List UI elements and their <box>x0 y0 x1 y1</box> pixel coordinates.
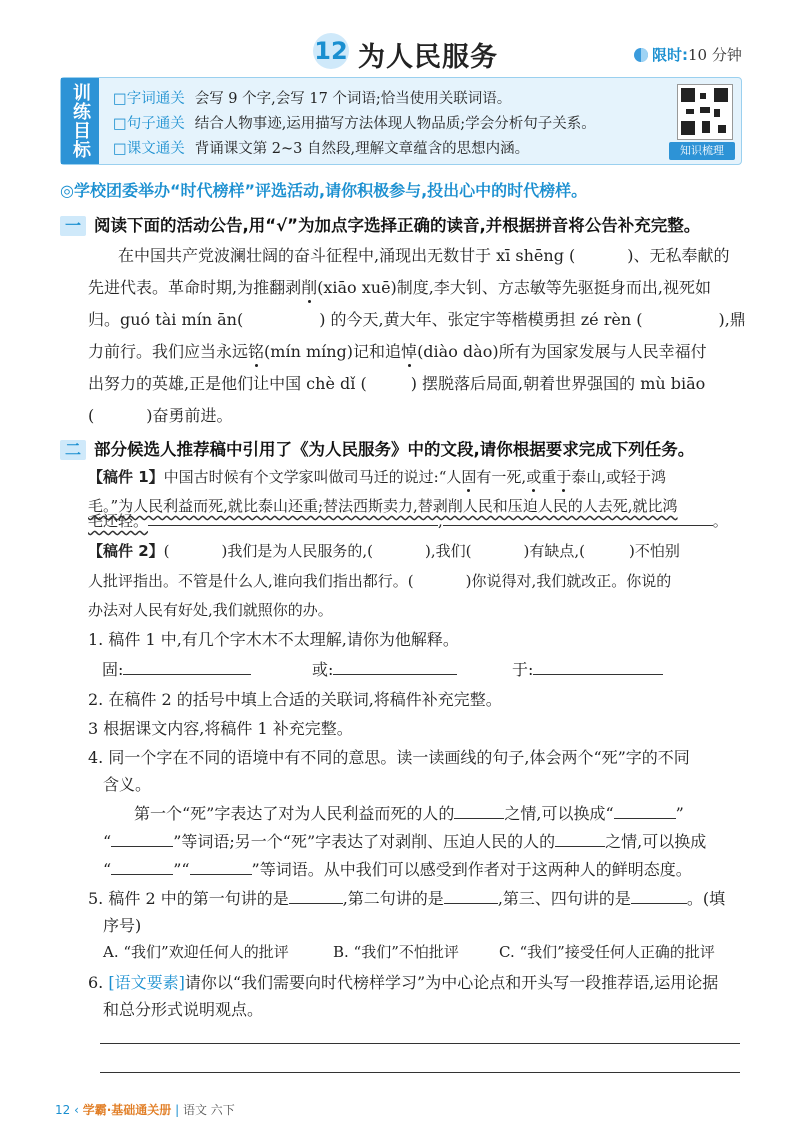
section-1-heading-text: 阅读下面的活动公告,用“√”为加点字选择正确的读音,并根据拼音将公告补充完整。 <box>94 216 701 235</box>
answer-blank[interactable] <box>111 832 173 847</box>
notice-line-1 <box>118 243 730 266</box>
text: 泰山,或轻于鸿 <box>571 468 667 486</box>
qr-caption: 知识梳理 <box>669 142 735 160</box>
text: 5. 稿件 2 中的第一句讲的是 <box>88 889 289 908</box>
q5-option-a[interactable]: A. “我们”欢迎任何人的批评 <box>103 943 289 961</box>
text: 中国古时候有个文学家叫做司马迁的说过:“人 <box>163 468 462 486</box>
book-brand: 学霸·基础通关册 <box>82 1103 172 1117</box>
section-2-heading-text: 部分候选人推荐稿中引用了《为人民服务》中的文段,请你根据要求完成下列任务。 <box>94 440 695 459</box>
question-2: 2. 在稿件 2 的括号中填上合适的关联词,将稿件补充完整。 <box>88 690 502 709</box>
pinyin-options[interactable]: (mín míng)记和追 <box>264 342 402 361</box>
goal-row-words <box>113 87 511 108</box>
text: 。(填 <box>686 889 726 908</box>
draft-2-line-2 <box>88 570 671 591</box>
q1-huo <box>312 657 457 680</box>
text: )有缺点,( <box>523 542 585 560</box>
text: 在中国共产党波澜壮阔的奋斗征程中,涌现出无数甘于 xī shēng ( <box>118 246 576 265</box>
text: 请你以“我们需要向时代榜样学习”为中心论点和开头写一段推荐语,运用论据 <box>184 973 719 992</box>
answer-blank[interactable] <box>123 660 251 675</box>
q4-paragraph-1 <box>134 801 684 824</box>
language-element-tag: [语文要素] <box>108 973 185 992</box>
pinyin-options[interactable]: (xiāo xuē)制度,李大钊、方志敏等先驱挺身而出,视死如 <box>317 278 711 297</box>
answer-blank[interactable] <box>533 660 663 675</box>
q5-option-b[interactable]: B. “我们”不怕批评 <box>333 943 459 961</box>
q5-option-c[interactable]: C. “我们”接受任何人正确的批评 <box>499 943 715 961</box>
goal-row-text <box>113 137 529 158</box>
notice-line-6 <box>88 403 233 426</box>
text: )奋勇前进。 <box>146 406 233 425</box>
goal-text: 背诵课文第 2~3 自然段,理解文章蕴含的思想内涵。 <box>194 141 530 157</box>
text: 固: <box>102 660 124 679</box>
lesson-title: 为人民服务 <box>358 42 498 73</box>
text: 归。guó tài mín ān( <box>88 310 244 329</box>
text: “ <box>103 832 112 851</box>
answer-blank[interactable] <box>333 660 457 675</box>
section-1-heading <box>60 212 700 236</box>
text: ” <box>675 804 684 823</box>
goal-label[interactable]: □句子通关 <box>113 116 185 132</box>
question-3: 3 根据课文内容,将稿件 1 补充完整。 <box>88 719 353 738</box>
text: )、无私奉献的 <box>627 246 730 265</box>
writing-line-1[interactable] <box>100 1043 740 1044</box>
dotted-char-dao: 悼 <box>401 342 418 361</box>
time-limit-value: 10 分钟 <box>688 46 742 64</box>
text: ( <box>163 542 170 560</box>
section-2-number: 二 <box>60 440 86 460</box>
text: 先进代表。革命时期,为推翻剥 <box>88 278 302 297</box>
text: )你说得对,我们就改正。你说的 <box>465 572 672 590</box>
text: )不怕别 <box>628 542 680 560</box>
question-6-line-1 <box>88 970 718 993</box>
notice-line-4 <box>88 339 707 362</box>
draft-1-line-1 <box>88 466 666 487</box>
time-limit-label: 限时: <box>652 46 688 64</box>
text: 重 <box>541 468 557 486</box>
draft-2-line-3: 办法对人民有好处,我们就照你的办。 <box>88 601 333 619</box>
answer-blank[interactable] <box>614 804 676 819</box>
answer-blank[interactable] <box>454 804 504 819</box>
page-number: 12 <box>55 1103 71 1117</box>
answer-blank[interactable] <box>190 860 252 875</box>
text: 或: <box>312 660 334 679</box>
notice-line-3 <box>88 307 746 330</box>
dotted-char-ming: 铭 <box>248 342 265 361</box>
text: )我们是为人民服务的,( <box>221 542 374 560</box>
text: ,第二句讲的是 <box>342 889 444 908</box>
dotted-char-xue: 削 <box>301 278 318 297</box>
answer-blank[interactable] <box>555 832 605 847</box>
section-2-heading <box>60 436 694 460</box>
text: 。 <box>712 512 728 530</box>
draft-1-line-3 <box>88 510 728 531</box>
text: 于: <box>512 660 534 679</box>
text: 有一死, <box>476 468 527 486</box>
answer-blank[interactable] <box>631 889 687 904</box>
answer-blank[interactable] <box>443 511 713 526</box>
answer-blank[interactable] <box>444 889 498 904</box>
text: 力前行。我们应当永远 <box>88 342 249 361</box>
text: ,第三、四句讲的是 <box>497 889 631 908</box>
draft-2-line-1 <box>88 540 680 561</box>
dotted-char-yu: 于 <box>556 468 572 486</box>
q1-gu <box>102 657 251 680</box>
answer-blank[interactable] <box>289 889 343 904</box>
qr-code[interactable] <box>677 84 733 140</box>
lesson-number: 12 <box>313 33 349 69</box>
underlined-sentence: 毛。”为人民利益而死,就比泰山还重;替法西斯卖力,替剥削人民和压迫人民的人去死,就比鸿 <box>88 497 678 515</box>
subject-grade: 语文 六下 <box>182 1103 235 1117</box>
dotted-char-huo: 或 <box>526 468 542 486</box>
q4-paragraph-2 <box>103 829 706 852</box>
activity-intro: ◎学校团委举办“时代榜样”评选活动,请你积极参与,投出心中的时代榜样。 <box>60 181 588 200</box>
section-1-number: 一 <box>60 216 86 236</box>
time-limit <box>634 44 742 65</box>
draft-2-label: 【稿件 2】 <box>88 542 164 560</box>
text: 人批评指出。不管是什么人,谁向我们指出都行。( <box>88 572 414 590</box>
notice-line-5 <box>88 371 705 394</box>
answer-blank[interactable] <box>148 511 438 526</box>
page-footer: 12 ‹ 学霸·基础通关册 | 语文 六下 <box>55 1103 235 1117</box>
text: ) 摆脱落后局面,朝着世界强国的 mù biāo <box>410 374 706 393</box>
question-1: 1. 稿件 1 中,有几个字木木不太理解,请你为他解释。 <box>88 630 459 649</box>
text: ”“ <box>173 860 190 879</box>
text: ”等词语。从中我们可以感受到作者对于这两种人的鲜明态度。 <box>251 860 692 879</box>
question-6-line-2: 和总分形式说明观点。 <box>103 1000 264 1019</box>
q4-paragraph-3 <box>103 857 692 880</box>
text: 之情,可以换成“ <box>504 804 614 823</box>
text: 6. <box>88 973 109 992</box>
training-goals-tag: 训练目标 <box>61 78 99 164</box>
goal-label[interactable]: □课文通关 <box>113 141 185 157</box>
training-goals-box <box>60 77 742 165</box>
draft-1-label: 【稿件 1】 <box>88 468 164 486</box>
pinyin-options[interactable]: (diào dào)所有为国家发展与人民幸福付 <box>417 342 707 361</box>
goal-text: 结合人物事迹,运用描写方法体现人物品质;学会分析句子关系。 <box>194 116 596 132</box>
text: 第一个“死”字表达了对为人民利益而死的人的 <box>134 804 455 823</box>
text: , <box>438 512 443 530</box>
dotted-char-gu: 固 <box>461 468 477 486</box>
text: ) 的今天,黄大年、张定宇等楷模勇担 zé rèn ( <box>319 310 643 329</box>
text: ),鼎 <box>718 310 746 329</box>
text: 之情,可以换成 <box>605 832 707 851</box>
question-5-line-2: 序号) <box>103 916 142 935</box>
question-4-line-2: 含义。 <box>103 775 152 794</box>
goal-label[interactable]: □字词通关 <box>113 91 185 107</box>
notice-line-2 <box>88 275 711 298</box>
text: “ <box>103 860 112 879</box>
underlined-sentence: 毛还轻。 <box>88 512 149 530</box>
text: 出努力的英雄,正是他们让中国 chè dǐ ( <box>88 374 367 393</box>
answer-blank[interactable] <box>111 860 173 875</box>
text: ),我们( <box>425 542 472 560</box>
goal-text: 会写 9 个字,会写 17 个词语;恰当使用关联词语。 <box>194 91 512 107</box>
text: ”等词语;另一个“死”字表达了对剥削、压迫人民的人的 <box>173 832 556 851</box>
question-4-line-1: 4. 同一个字在不同的语境中有不同的意思。读一读画线的句子,体会两个“死”字的不同 <box>88 748 690 767</box>
writing-line-2[interactable] <box>100 1072 740 1073</box>
text: ( <box>88 406 95 425</box>
goal-row-sentences <box>113 112 596 133</box>
question-5-line-1 <box>88 886 725 909</box>
clock-icon <box>634 48 648 62</box>
q1-yu <box>512 657 663 680</box>
